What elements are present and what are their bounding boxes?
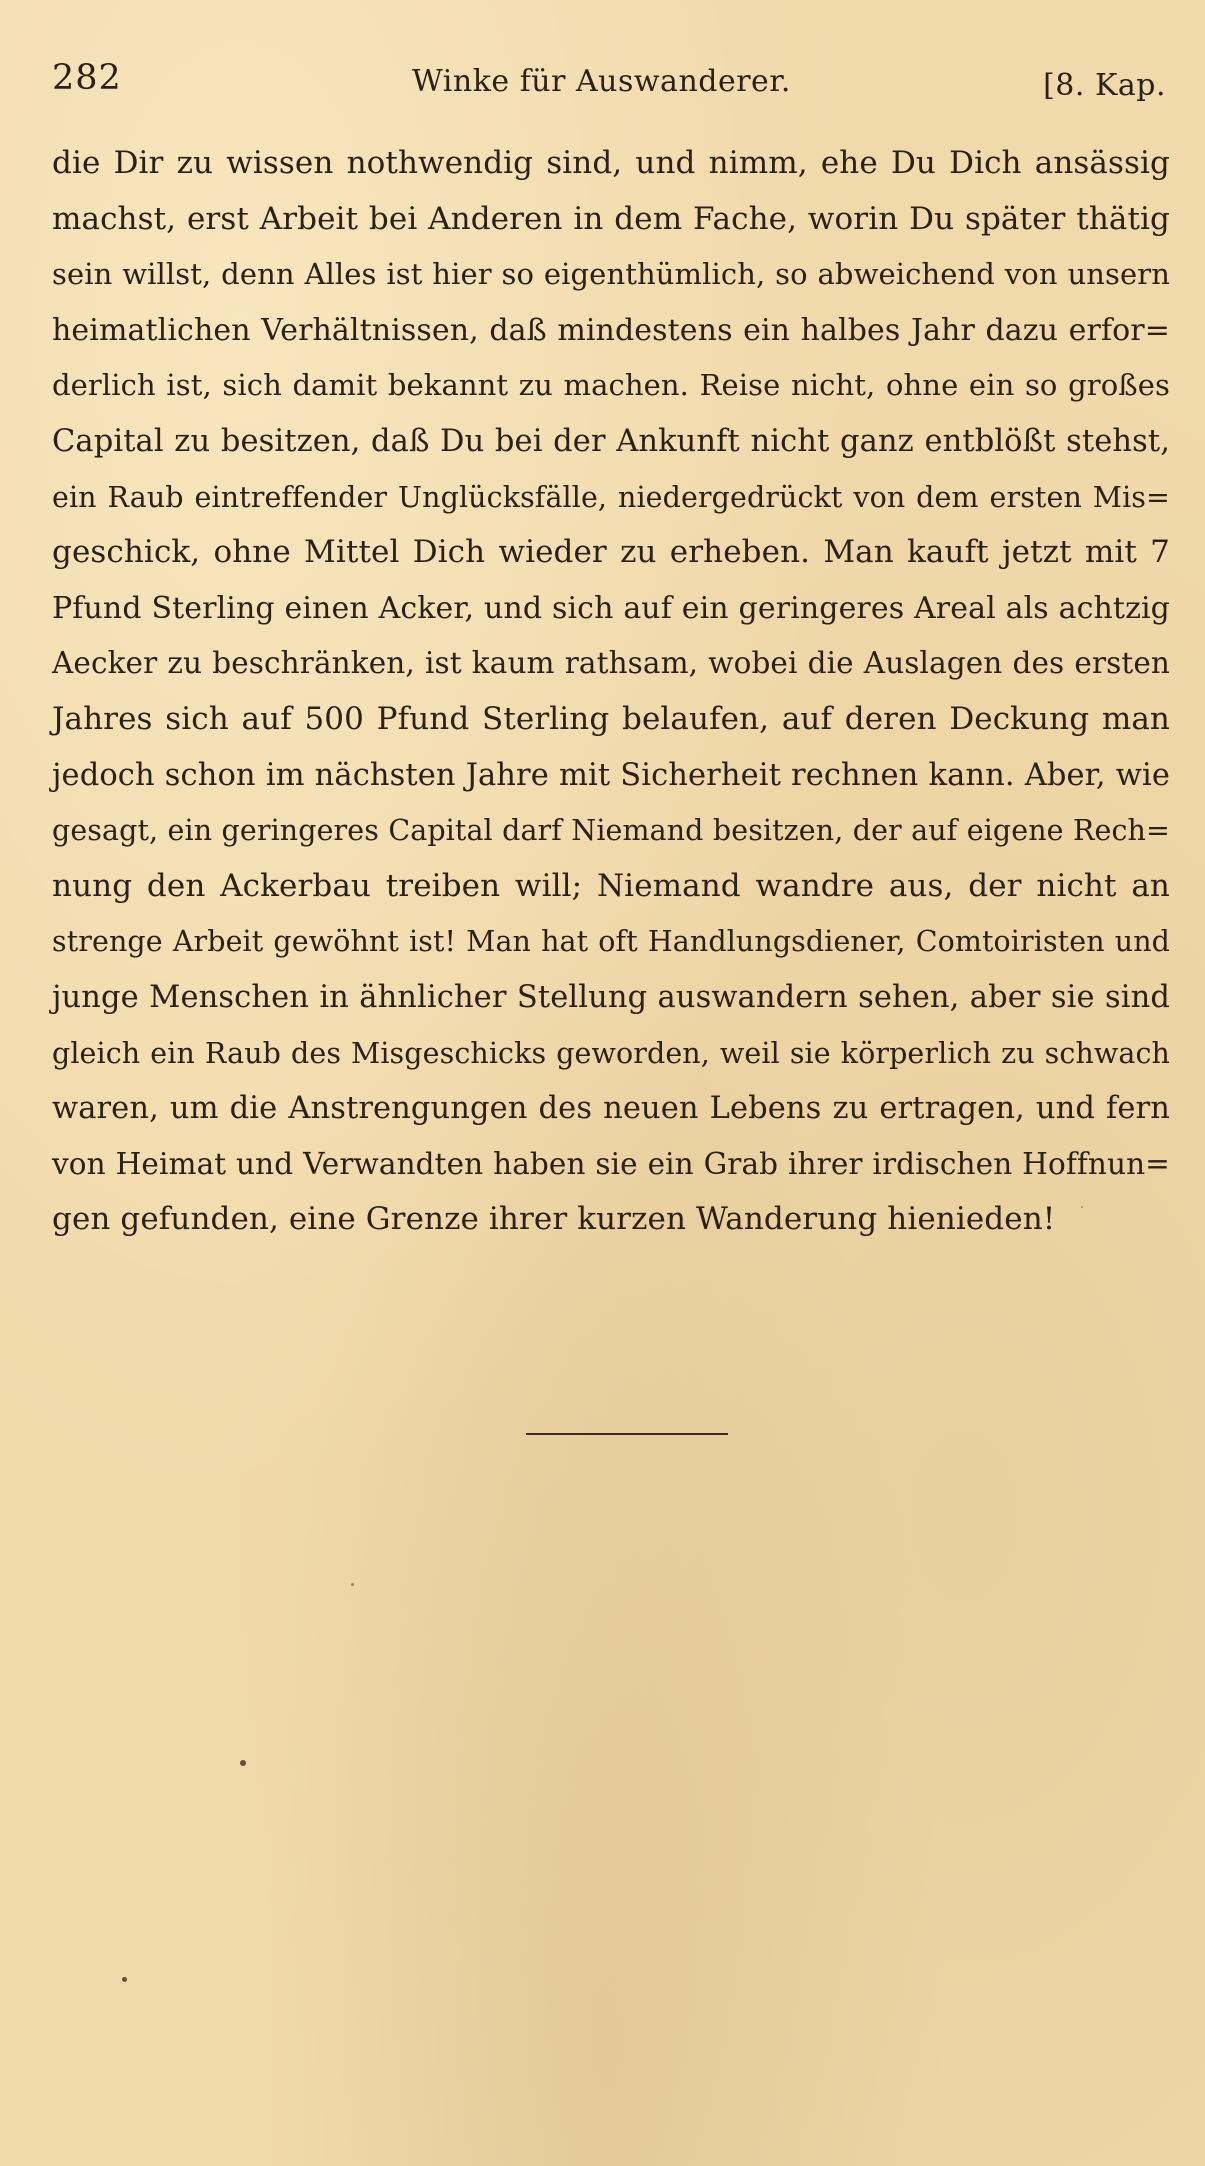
body-text [52, 136, 1170, 1248]
text-line: waren, um die Anstrengungen des neuen Lebens zu ertragen, und fern [52, 1091, 1170, 1127]
text-line: nung den Ackerbau treiben will; Niemand wandre aus, der nicht an [52, 867, 1170, 904]
text-line: Jahres sich auf 500 Pfund Sterling belaufen, auf deren Deckung man [52, 700, 1170, 737]
end-of-chapter-rule [526, 1433, 728, 1435]
text-line: jedoch schon im nächsten Jahre mit Sicherheit rechnen kann. Aber, wie [52, 757, 1170, 793]
running-head [52, 58, 1172, 108]
paper-speck [351, 1583, 354, 1586]
paper-speck [240, 1760, 246, 1766]
text-line: gleich ein Raub des Misgeschicks geworden, weil sie körperlich zu schwach [52, 1036, 1170, 1070]
text-line: strenge Arbeit gewöhnt ist! Man hat oft Handlungsdiener, Comtoiristen und [52, 925, 1170, 959]
text-line: junge Menschen in ähnlicher Stellung auswandern sehen, aber sie sind [52, 979, 1170, 1015]
paper-speck [122, 1977, 127, 1982]
paper-speck [1081, 1206, 1083, 1208]
text-line: heimatlichen Verhältnissen, daß mindestens ein halbes Jahr dazu erfor= [52, 312, 1170, 348]
page-number: 282 [52, 58, 122, 98]
text-line: die Dir zu wissen nothwendig sind, und nimm, ehe Du Dich ansässig [52, 145, 1170, 181]
text-line: sein willst, denn Alles ist hier so eigenthümlich, so abweichend von unsern [52, 257, 1170, 292]
text-line-last: gen gefunden, eine Grenze ihrer kurzen Wanderung hienieden! [52, 1201, 1056, 1238]
text-line: Capital zu besitzen, daß Du bei der Ankunft nicht ganz entblößt stehst, [52, 423, 1170, 459]
text-line: von Heimat und Verwandten haben sie ein Grab ihrer irdischen Hoffnun= [52, 1146, 1170, 1181]
text-line: machst, erst Arbeit bei Anderen in dem Fache, worin Du später thätig [52, 200, 1170, 237]
text-line: derlich ist, sich damit bekannt zu machen. Reise nicht, ohne ein so großes [52, 368, 1170, 403]
text-line: gesagt, ein geringeres Capital darf Niemand besitzen, der auf eigene Rech= [52, 814, 1170, 848]
text-line: ein Raub eintreffender Unglücksfälle, niedergedrückt von dem ersten Mis= [52, 480, 1170, 514]
chapter-reference: [8. Kap. [1043, 68, 1166, 103]
text-line: Pfund Sterling einen Acker, und sich auf ein geringeres Areal als achtzig [52, 590, 1170, 626]
running-title: Winke für Auswanderer. [412, 64, 791, 99]
text-line: geschick, ohne Mittel Dich wieder zu erheben. Man kauft jetzt mit 7 [52, 534, 1170, 571]
text-line: Aecker zu beschränken, ist kaum rathsam, wobei die Auslagen des ersten [52, 646, 1170, 681]
